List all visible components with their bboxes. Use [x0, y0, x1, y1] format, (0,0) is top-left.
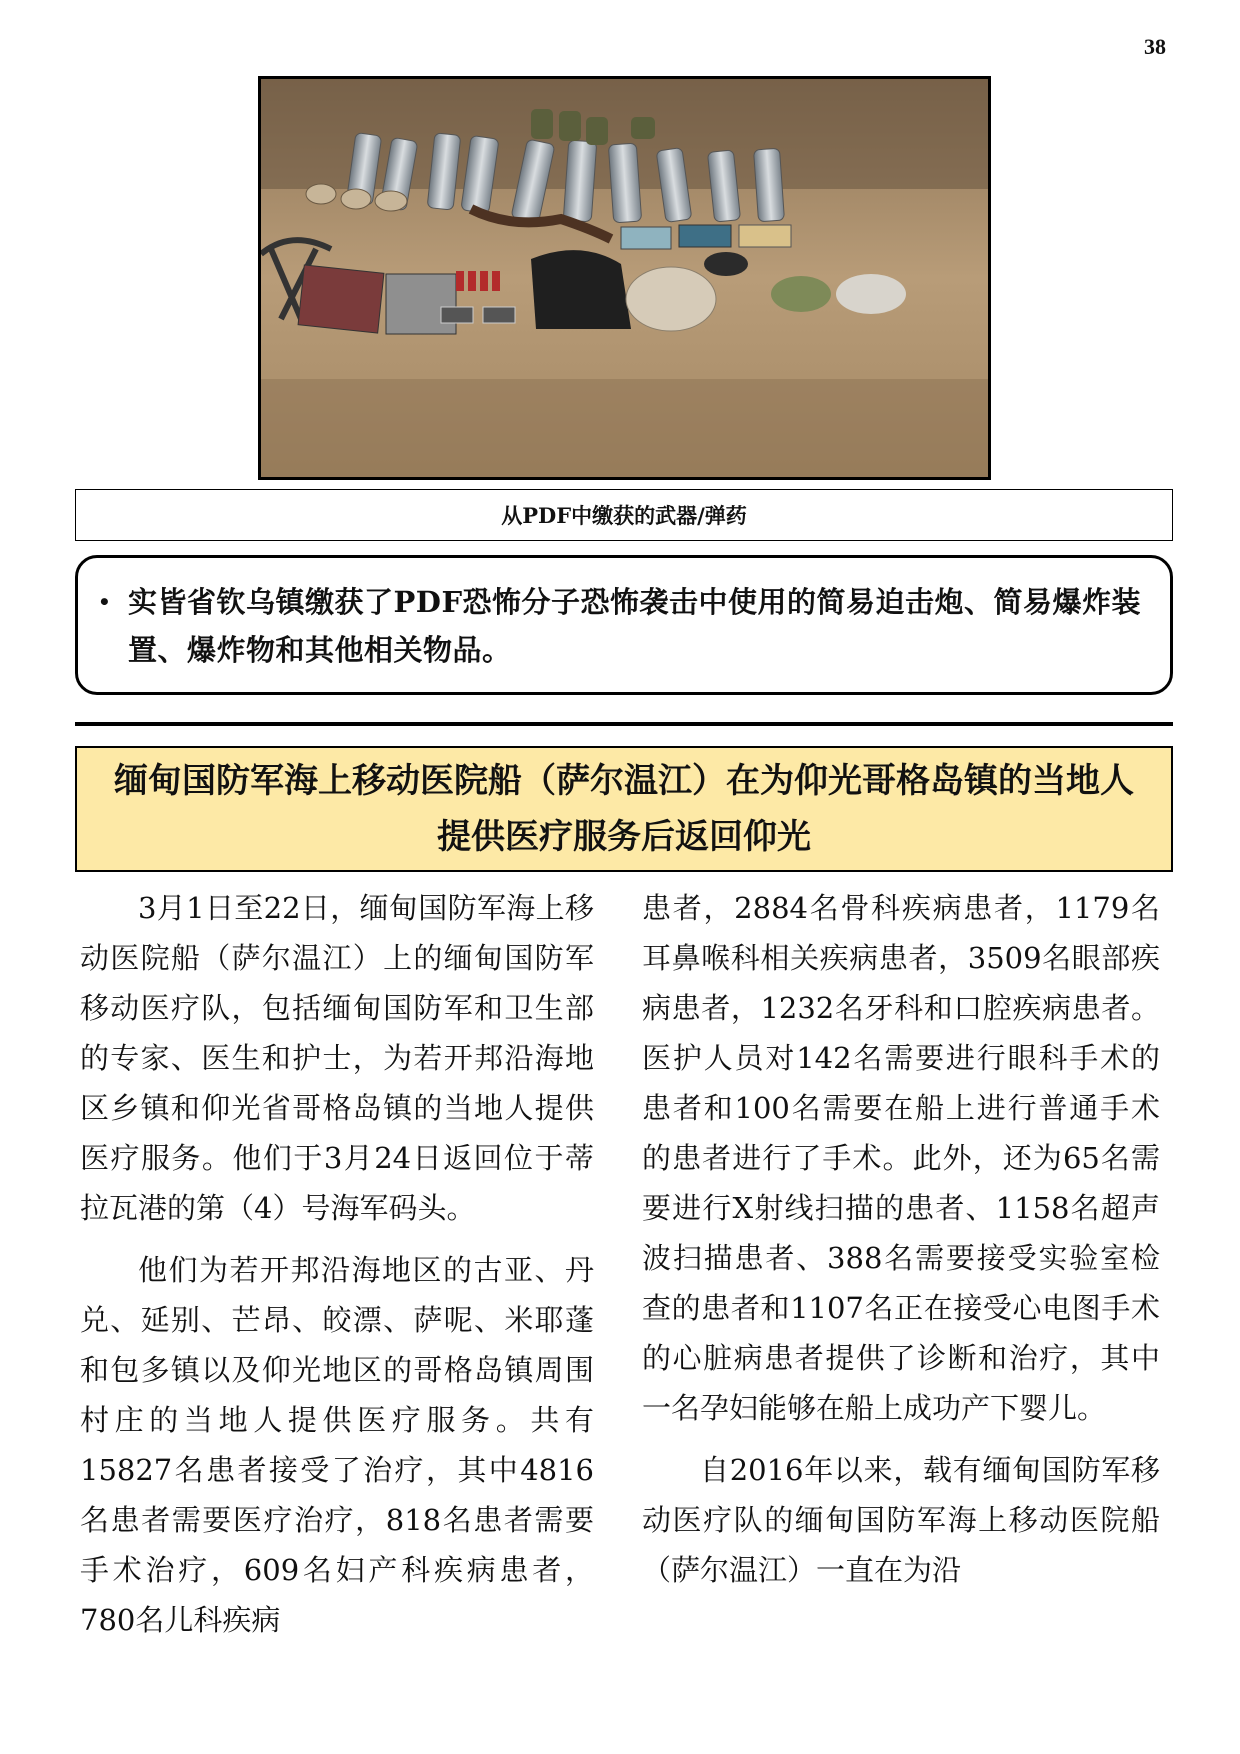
article-column-left [80, 883, 594, 1657]
photo-illustration [261, 79, 988, 477]
page-number: 38 [1144, 34, 1166, 59]
seized-weapons-photo [258, 76, 991, 480]
article-paragraph: 患者，2884名骨科疾病患者，1179名耳鼻喉科相关疾病患者，3509名眼部疾病患者，1232名牙科和口腔疾病患者。医护人员对142名需要进行眼科手术的患者和100名需要在船上进行普通手术的患者进行了手术。此外，还为65名需要进行X射线扫描的患者、1158名超声波扫描患者、388名需要接受实验室检查的患者和1107名正在接受心电图手术的心脏病患者提供了诊断和治疗，其中一名孕妇能够在船上成功产下婴儿。 [642, 891, 1160, 1425]
photo-caption: 从PDF中缴获的武器/弹药 [75, 489, 1173, 541]
article-column-right [642, 883, 1160, 1607]
summary-box [75, 555, 1173, 695]
article-paragraph: 他们为若开邦沿海地区的古亚、丹兑、延别、芒昂、皎漂、萨呢、米耶蓬和包多镇以及仰光地区的哥格岛镇周围村庄的当地人提供医疗服务。共有15827名患者接受了治疗，其中4816名患者需要医疗治疗，818名患者需要手术治疗，609名妇产科疾病患者，780名儿科疾病 [80, 1253, 594, 1637]
article-paragraph: 自2016年以来，载有缅甸国防军移动医疗队的缅甸国防军海上移动医院船（萨尔温江）一直在为沿 [642, 1453, 1160, 1587]
article-paragraph: 3月1日至22日，缅甸国防军海上移动医院船（萨尔温江）上的缅甸国防军移动医疗队，包括缅甸国防军和卫生部的专家、医生和护士，为若开邦沿海地区乡镇和仰光省哥格岛镇的当地人提供医疗服务。他们于3月24日返回位于蒂拉瓦港的第（4）号海军码头。 [80, 891, 594, 1225]
article-headline: 缅甸国防军海上移动医院船（萨尔温江）在为仰光哥格岛镇的当地人提供医疗服务后返回仰光 [75, 746, 1173, 872]
summary-text: 实皆省钦乌镇缴获了PDF恐怖分子恐怖袭击中使用的简易迫击炮、简易爆炸装置、爆炸物和其他相关物品。 [128, 585, 1142, 667]
section-divider [75, 722, 1173, 726]
summary-item [98, 578, 1146, 674]
bullet-icon: • [98, 590, 111, 614]
